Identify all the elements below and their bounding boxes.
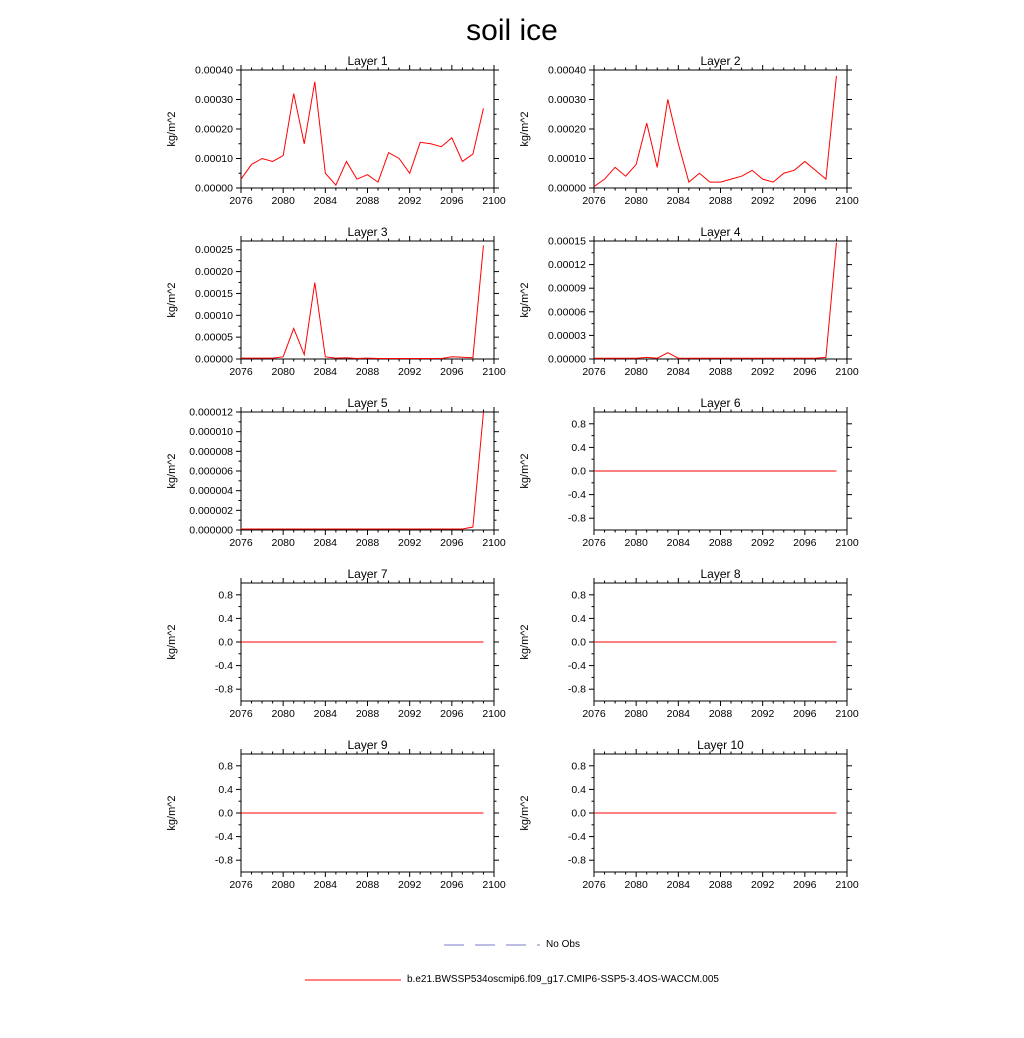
y-tick-label: 0.8	[571, 589, 586, 602]
x-tick-label: 2092	[397, 366, 422, 378]
y-tick-label: 0.00040	[195, 64, 233, 77]
plot-frame	[241, 412, 494, 530]
chart-layer-6	[516, 396, 861, 563]
x-tick-label: 2076	[582, 708, 606, 720]
y-tick-label: -0.4	[567, 660, 586, 673]
x-tick-label: 2100	[835, 708, 859, 720]
subplot-title: Layer 10	[697, 738, 744, 752]
x-tick-label: 2100	[482, 366, 506, 378]
y-tick-label: 0.8	[218, 760, 233, 773]
y-tick-label: 0.00025	[195, 244, 233, 257]
chart-layer-1	[163, 54, 508, 221]
subplot-title: Layer 7	[347, 567, 388, 581]
x-tick-label: 2092	[397, 708, 422, 720]
subplot-title: Layer 1	[347, 54, 388, 68]
y-tick-label: 0.00010	[548, 153, 586, 165]
subplot-title: Layer 9	[347, 738, 388, 752]
plot-frame	[241, 70, 494, 188]
y-tick-label: 0.00000	[548, 182, 586, 195]
chart-cell-layer-10	[516, 738, 861, 905]
x-tick-label: 2092	[397, 537, 422, 549]
x-tick-label: 2084	[666, 879, 691, 891]
x-tick-label: 2096	[440, 366, 464, 378]
chart-cell-layer-7	[163, 567, 508, 734]
y-tick-label: 0.000008	[189, 445, 233, 458]
x-tick-label: 2100	[482, 708, 506, 720]
x-tick-label: 2096	[440, 708, 464, 720]
x-tick-label: 2076	[229, 195, 253, 207]
x-tick-label: 2076	[582, 879, 606, 891]
x-tick-label: 2080	[624, 879, 648, 891]
chart-layer-8	[516, 567, 861, 734]
chart-cell-layer-9	[163, 738, 508, 905]
x-tick-label: 2076	[229, 708, 253, 720]
x-tick-label: 2088	[708, 366, 733, 378]
series-line-swatch	[305, 976, 401, 984]
y-tick-label: 0.8	[571, 760, 586, 773]
y-axis-label: kg/m^2	[166, 624, 178, 660]
no-obs-label: No Obs	[546, 939, 580, 950]
y-axis-label: kg/m^2	[519, 453, 531, 489]
x-tick-label: 2096	[793, 708, 817, 720]
chart-layer-4	[516, 225, 861, 392]
x-tick-label: 2088	[355, 195, 380, 207]
x-tick-label: 2096	[440, 195, 464, 207]
x-tick-label: 2076	[229, 879, 253, 891]
x-tick-label: 2100	[835, 879, 859, 891]
x-tick-label: 2092	[397, 195, 422, 207]
x-tick-label: 2076	[582, 537, 606, 549]
x-tick-label: 2092	[750, 195, 775, 207]
legend-no-obs	[444, 939, 580, 950]
page-title: soil ice	[466, 14, 558, 47]
y-tick-label: 0.0	[571, 807, 586, 820]
plot-frame	[594, 70, 847, 188]
y-axis-label: kg/m^2	[519, 111, 531, 147]
x-tick-label: 2084	[666, 366, 691, 378]
x-tick-label: 2076	[582, 366, 606, 378]
x-tick-label: 2084	[313, 708, 338, 720]
x-tick-label: 2084	[313, 537, 338, 549]
y-tick-label: 0.0	[218, 807, 233, 820]
y-tick-label: 0.00010	[195, 309, 233, 322]
series-line	[594, 243, 836, 359]
x-tick-label: 2092	[750, 366, 775, 378]
x-tick-label: 2096	[793, 537, 817, 549]
x-tick-label: 2080	[624, 366, 648, 378]
chart-cell-layer-5	[163, 396, 508, 563]
x-tick-label: 2084	[313, 366, 338, 378]
y-tick-label: 0.000000	[189, 524, 233, 537]
y-tick-label: 0.0	[218, 636, 233, 649]
x-tick-label: 2088	[708, 879, 733, 891]
y-tick-label: 0.00020	[195, 123, 233, 136]
y-tick-label: 0.4	[571, 441, 586, 454]
y-tick-label: 0.000010	[189, 426, 233, 439]
chart-cell-layer-2	[516, 54, 861, 221]
y-tick-label: 0.0	[571, 636, 586, 649]
y-tick-label: 0.000004	[189, 485, 233, 498]
x-tick-label: 2088	[708, 195, 733, 207]
chart-layer-5	[163, 396, 508, 563]
y-tick-label: 0.00015	[195, 287, 233, 300]
y-tick-label: 0.4	[571, 783, 586, 796]
y-tick-label: 0.00015	[548, 235, 586, 248]
chart-cell-layer-8	[516, 567, 861, 734]
plot-frame	[241, 241, 494, 359]
y-tick-label: 0.00000	[195, 353, 233, 366]
y-axis-label: kg/m^2	[519, 795, 531, 831]
y-tick-label: 0.0	[571, 465, 586, 478]
legend-series	[305, 974, 719, 985]
x-tick-label: 2080	[271, 708, 295, 720]
x-tick-label: 2084	[666, 195, 691, 207]
x-tick-label: 2088	[355, 708, 380, 720]
subplot-title: Layer 8	[700, 567, 741, 581]
x-tick-label: 2088	[708, 537, 733, 549]
y-tick-label: 0.8	[571, 418, 586, 431]
y-tick-label: 0.00020	[195, 266, 233, 279]
y-tick-label: -0.4	[567, 489, 586, 502]
x-tick-label: 2080	[271, 879, 295, 891]
y-tick-label: 0.00000	[195, 182, 233, 195]
x-tick-label: 2084	[313, 195, 338, 207]
chart-layer-2	[516, 54, 861, 221]
y-tick-label: -0.8	[567, 512, 586, 525]
chart-layer-7	[163, 567, 508, 734]
y-tick-label: -0.4	[567, 831, 586, 844]
x-tick-label: 2096	[793, 366, 817, 378]
x-tick-label: 2084	[666, 537, 691, 549]
x-tick-label: 2100	[482, 879, 506, 891]
x-tick-label: 2080	[624, 537, 648, 549]
no-obs-dashed-line-swatch	[444, 941, 540, 949]
y-tick-label: 0.00020	[548, 123, 586, 136]
subplot-title: Layer 2	[700, 54, 741, 68]
y-tick-label: -0.4	[214, 831, 233, 844]
x-tick-label: 2096	[440, 537, 464, 549]
y-tick-label: 0.000012	[189, 406, 233, 419]
x-tick-label: 2076	[582, 195, 606, 207]
chart-cell-layer-1	[163, 54, 508, 221]
chart-layer-3	[163, 225, 508, 392]
y-tick-label: 0.00009	[548, 282, 586, 295]
chart-cell-layer-3	[163, 225, 508, 392]
x-tick-label: 2088	[708, 708, 733, 720]
y-tick-label: 0.4	[571, 612, 586, 625]
y-axis-label: kg/m^2	[166, 111, 178, 147]
y-axis-label: kg/m^2	[166, 453, 178, 489]
x-tick-label: 2080	[271, 537, 295, 549]
y-axis-label: kg/m^2	[166, 795, 178, 831]
y-tick-label: 0.00005	[195, 331, 233, 344]
x-tick-label: 2088	[355, 879, 380, 891]
x-tick-label: 2096	[793, 195, 817, 207]
x-tick-label: 2092	[397, 879, 422, 891]
y-axis-label: kg/m^2	[519, 624, 531, 660]
x-tick-label: 2076	[229, 537, 253, 549]
x-tick-label: 2092	[750, 879, 775, 891]
subplot-title: Layer 6	[700, 396, 741, 410]
charts-grid	[162, 54, 862, 905]
y-tick-label: 0.00030	[548, 94, 586, 106]
y-tick-label: 0.8	[218, 589, 233, 602]
x-tick-label: 2100	[835, 366, 859, 378]
x-tick-label: 2096	[440, 879, 464, 891]
chart-layer-9	[163, 738, 508, 905]
y-tick-label: 0.00012	[548, 259, 586, 272]
y-tick-label: 0.000002	[189, 504, 233, 517]
y-tick-label: 0.00040	[548, 64, 586, 77]
y-tick-label: 0.00000	[548, 353, 586, 366]
y-axis-label: kg/m^2	[519, 282, 531, 318]
y-axis-label: kg/m^2	[166, 282, 178, 318]
x-tick-label: 2100	[835, 537, 859, 549]
x-tick-label: 2092	[750, 537, 775, 549]
y-tick-label: -0.4	[214, 660, 233, 673]
x-tick-label: 2084	[666, 708, 691, 720]
chart-cell-layer-6	[516, 396, 861, 563]
x-tick-label: 2084	[313, 879, 338, 891]
y-tick-label: 0.00010	[195, 153, 233, 165]
x-tick-label: 2100	[835, 195, 859, 207]
x-tick-label: 2080	[271, 366, 295, 378]
x-tick-label: 2096	[793, 879, 817, 891]
y-tick-label: -0.8	[567, 683, 586, 696]
legend	[0, 939, 1024, 985]
x-tick-label: 2080	[624, 708, 648, 720]
x-tick-label: 2100	[482, 537, 506, 549]
x-tick-label: 2076	[229, 366, 253, 378]
series-line	[241, 412, 483, 529]
x-tick-label: 2088	[355, 537, 380, 549]
subplot-title: Layer 3	[347, 225, 388, 239]
y-tick-label: 0.00030	[195, 94, 233, 106]
subplot-title: Layer 5	[347, 396, 388, 410]
y-tick-label: -0.8	[567, 854, 586, 867]
chart-cell-layer-4	[516, 225, 861, 392]
series-line	[594, 76, 836, 187]
x-tick-label: 2080	[624, 195, 648, 207]
series-run-label: b.e21.BWSSP534oscmip6.f09_g17.CMIP6-SSP5-3.4OS-WACCM.005	[407, 974, 719, 985]
y-tick-label: 0.4	[218, 783, 233, 796]
chart-layer-10	[516, 738, 861, 905]
series-line	[241, 82, 483, 185]
y-tick-label: 0.00006	[548, 306, 586, 319]
y-tick-label: 0.4	[218, 612, 233, 625]
x-tick-label: 2080	[271, 195, 295, 207]
series-line	[241, 245, 483, 358]
x-tick-label: 2088	[355, 366, 380, 378]
y-tick-label: -0.8	[214, 854, 233, 867]
x-tick-label: 2100	[482, 195, 506, 207]
y-tick-label: 0.00003	[548, 329, 586, 342]
y-tick-label: 0.000006	[189, 465, 233, 478]
plot-frame	[594, 241, 847, 359]
subplot-title: Layer 4	[700, 225, 741, 239]
y-tick-label: -0.8	[214, 683, 233, 696]
x-tick-label: 2092	[750, 708, 775, 720]
